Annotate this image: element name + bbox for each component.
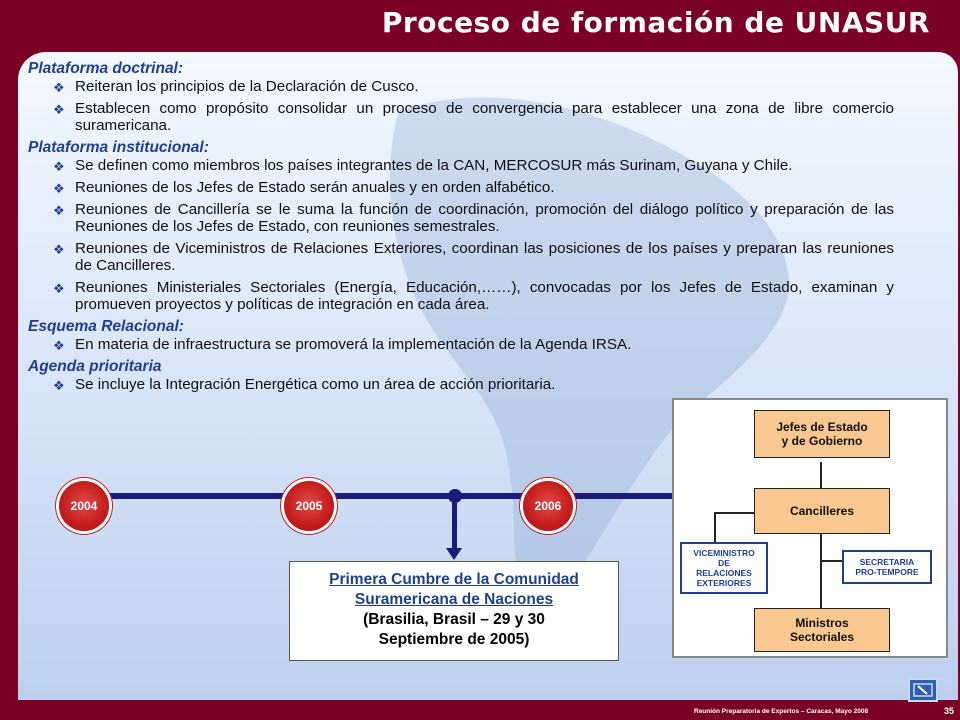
page-number: 35 — [944, 706, 955, 716]
diamond-bullet-icon: ❖ — [53, 203, 65, 218]
footer-text: Reunión Preparatoria de Expertos – Caracas, Mayo 2008 — [694, 708, 869, 715]
return-nav-icon[interactable] — [908, 678, 938, 702]
year-badge-2004: 2004 — [59, 481, 109, 531]
org-connector — [714, 512, 716, 542]
summit-link[interactable]: Suramericana de Naciones — [354, 591, 554, 608]
arrow-down-icon — [446, 548, 462, 560]
list-item: ❖ Reiteran los principios de la Declaración de Cusco. — [53, 78, 419, 95]
timeline-line — [80, 493, 690, 499]
org-connector — [820, 462, 822, 622]
list-item: ❖ Se definen como miembros los países integrantes de la CAN, MERCOSUR más Surinam, Guyana y Chile. — [53, 157, 793, 174]
diamond-bullet-icon: ❖ — [53, 181, 65, 196]
diamond-bullet-icon: ❖ — [53, 242, 65, 257]
section-heading: Agenda prioritaria — [28, 358, 162, 375]
return-arrow-icon — [913, 683, 933, 697]
summit-location: (Brasilia, Brasil – 29 y 30 — [363, 611, 545, 628]
summit-date: Septiembre de 2005) — [378, 631, 530, 648]
timeline-pointer — [452, 500, 457, 550]
org-chart — [672, 398, 948, 658]
diamond-bullet-icon: ❖ — [53, 80, 65, 95]
list-item: ❖ Reuniones de Cancillería se le suma la función de coordinación, promoción del diálogo político y preparación de las Reuniones de los Jefes de Estado, con reuniones semestrales. — [53, 201, 894, 235]
year-badge-2005: 2005 — [284, 481, 334, 531]
diamond-bullet-icon: ❖ — [53, 159, 65, 174]
org-box-ministros: Ministros Sectoriales — [754, 608, 890, 652]
org-box-cancilleres: Cancilleres — [754, 488, 890, 534]
org-box-jefes: Jefes de Estado y de Gobierno — [754, 410, 890, 458]
section-heading: Plataforma doctrinal: — [28, 60, 184, 77]
list-item: ❖ Se incluye la Integración Energética como un área de acción prioritaria. — [53, 376, 556, 393]
list-item: ❖ Establecen como propósito consolidar un proceso de convergencia para establecer una zona de libre comercio suramericana. — [53, 100, 894, 134]
diamond-bullet-icon: ❖ — [53, 378, 65, 393]
year-badge-2006: 2006 — [523, 481, 573, 531]
list-item: ❖ Reuniones de Viceministros de Relaciones Exteriores, coordinan las posiciones de los países y preparan las reuniones de Cancilleres. — [53, 240, 894, 274]
org-box-secretaria: SECRETARIA PRO-TEMPORE — [842, 550, 932, 584]
diamond-bullet-icon: ❖ — [53, 338, 65, 353]
list-item: ❖ En materia de infraestructura se promoverá la implementación de la Agenda IRSA. — [53, 336, 632, 353]
list-item: ❖ Reuniones Ministeriales Sectoriales (Energía, Educación,……), convocadas por los Jefes de Estado, examinan y promueven proyectos y políticas de integración en cada área. — [53, 279, 894, 313]
list-item: ❖ Reuniones de los Jefes de Estado serán anuales y en orden alfabético. — [53, 179, 555, 196]
section-heading: Plataforma institucional: — [28, 139, 209, 156]
org-box-viceministro: VICEMINISTRO DE RELACIONES EXTERIORES — [680, 542, 768, 594]
page-title: Proceso de formación de UNASUR — [381, 6, 930, 39]
content-list — [28, 59, 894, 398]
diamond-bullet-icon: ❖ — [53, 281, 65, 296]
section-heading: Esquema Relacional: — [28, 318, 184, 335]
summit-callout — [289, 561, 619, 661]
diamond-bullet-icon: ❖ — [53, 102, 65, 117]
summit-link[interactable]: Primera Cumbre de la Comunidad — [329, 571, 579, 588]
